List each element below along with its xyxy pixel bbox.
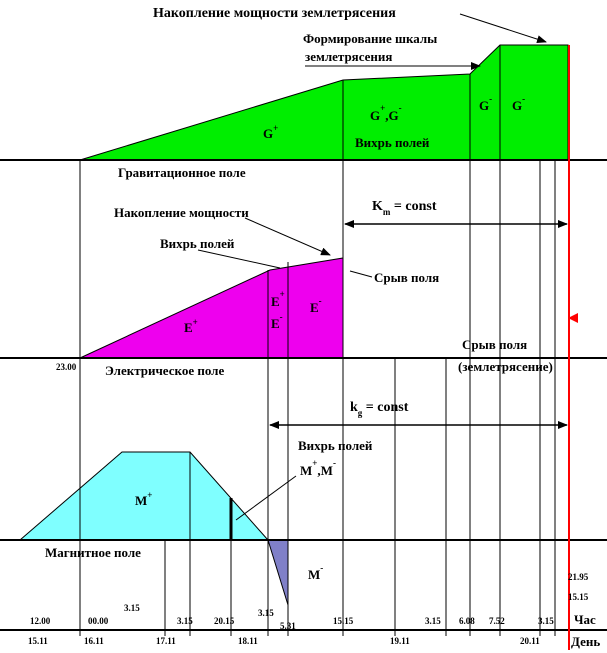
m-mix-label: M+,M-	[300, 458, 336, 478]
magnetic-minus-area	[268, 540, 288, 605]
time-label: 3.15	[124, 603, 140, 613]
vortex-m-leader	[236, 476, 296, 520]
time-label: 20.15	[214, 616, 235, 626]
electric-vortex-label: Вихрь полей	[160, 236, 235, 251]
time-label: 15.15	[333, 616, 354, 626]
time-label: 12.00	[30, 616, 51, 626]
electric-field-label: Электрическое поле	[105, 363, 225, 378]
accum-leader	[245, 218, 330, 255]
m-plus-label: M+	[135, 490, 153, 508]
electric-start-time: 23.00	[56, 362, 77, 372]
e-minus-label: E-	[310, 296, 322, 315]
g-minus-1-label: G-	[479, 94, 493, 113]
e-mix-2-label: E-	[271, 312, 283, 331]
scale-label-1: Формирование шкалы	[303, 31, 438, 46]
time-label: 3.15	[258, 608, 274, 618]
electric-break-label: Срыв поля	[374, 270, 440, 285]
day-label: 20.11	[520, 636, 540, 646]
title-leader	[460, 14, 546, 42]
e-plus-label: E+	[184, 317, 198, 335]
title-top: Накопление мощности землетрясения	[153, 6, 396, 21]
break-leader	[350, 271, 372, 277]
time-label: 7.52	[489, 616, 505, 626]
time-label: 3.15	[177, 616, 193, 626]
day-label: 15.11	[28, 636, 48, 646]
electric-accum-label: Накопление мощности	[114, 205, 249, 220]
g-plus-label: G+	[263, 123, 279, 141]
scale-label-2: землетрясения	[305, 49, 393, 64]
g-minus-2-label: G-	[512, 94, 526, 113]
day-label: 17.11	[156, 636, 176, 646]
day-labels	[28, 636, 540, 646]
m-minus-label: M-	[308, 563, 324, 582]
quake-label-1: Срыв поля	[462, 337, 528, 352]
kg-label: $k_g$ = const	[350, 400, 409, 418]
gravity-field-label: Гравитационное поле	[118, 165, 246, 180]
hour-axis-label: Час	[574, 612, 596, 627]
g-mix-label: G+,G-	[370, 103, 402, 123]
electric-area	[80, 258, 343, 358]
time-label: 6.08	[459, 616, 475, 626]
day-label: 16.11	[84, 636, 104, 646]
vortex-e-leader	[198, 250, 280, 268]
time-label: 5.31	[280, 621, 296, 631]
day-label: 19.11	[390, 636, 410, 646]
time-label: 3.15	[538, 616, 554, 626]
day-axis-label: День	[571, 634, 601, 649]
gravity-vortex-label: Вихрь полей	[355, 135, 430, 150]
km-label: $K_m$ = const	[372, 199, 437, 217]
day-label: 18.11	[238, 636, 258, 646]
magnetic-vortex-label: Вихрь полей	[298, 438, 373, 453]
time-label: 15.15	[568, 592, 589, 602]
time-label: 21.95	[568, 572, 589, 582]
time-label: 00.00	[88, 616, 109, 626]
quake-label-2: (землетрясение)	[458, 359, 553, 374]
time-label: 3.15	[425, 616, 441, 626]
magnetic-field-label: Магнитное поле	[45, 545, 141, 560]
e-mix-1-label: E+	[271, 289, 285, 309]
